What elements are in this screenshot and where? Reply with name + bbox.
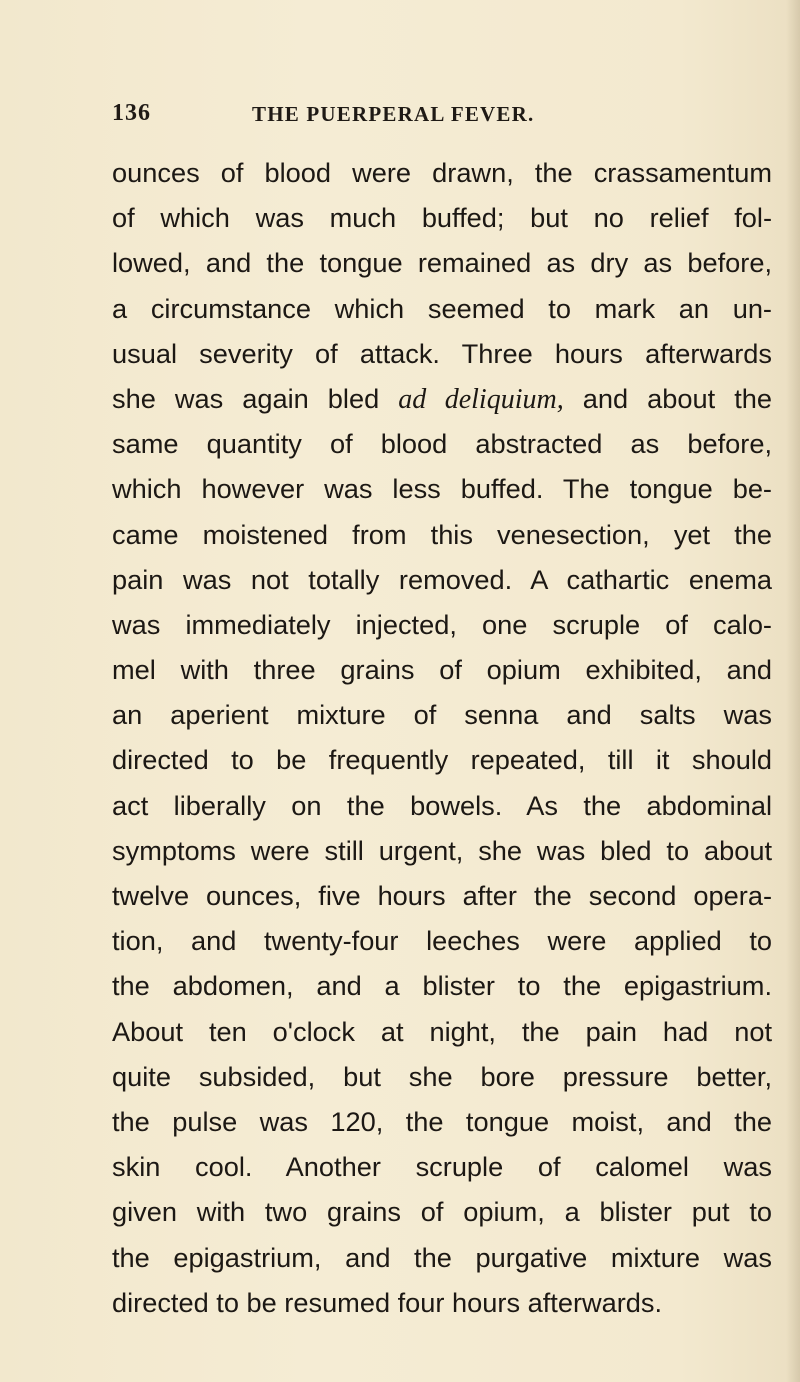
page-edge-shadow <box>786 0 800 1382</box>
text-line: which however was less buffed. The tongue be- <box>112 473 772 505</box>
text-line: was immediately injected, one scruple of calo- <box>112 608 772 640</box>
text-line: same quantity of blood abstracted as before, <box>112 428 772 460</box>
page-header <box>112 100 752 136</box>
text-line: twelve ounces, five hours after the second opera- <box>112 880 772 911</box>
text-line: ounces of blood were drawn, the crassamentum <box>112 157 772 188</box>
text-line: the epigastrium, and the purgative mixture was <box>112 1241 772 1273</box>
text-line: the pulse was 120, the tongue moist, and the <box>112 1105 772 1137</box>
text-line: came moistened from this venesection, yet the <box>112 518 772 550</box>
text-line: tion, and twenty-four leeches were applied to <box>112 925 772 957</box>
text-line: usual severity of attack. Three hours afterwards <box>112 337 772 369</box>
text-line: skin cool. Another scruple of calomel was <box>112 1151 772 1183</box>
text-line: symptoms were still urgent, she was bled to about <box>112 834 772 866</box>
text-line: pain was not totally removed. A cathartic enema <box>112 563 772 595</box>
text-line: of which was much buffed; but no relief fol- <box>112 202 772 234</box>
body-text <box>112 150 772 1325</box>
text-line <box>112 376 772 421</box>
text-line: directed to be resumed four hours afterwards. <box>112 1286 663 1318</box>
italic-phrase: ad deliquium, <box>398 383 564 415</box>
text-line: mel with three grains of opium exhibited, and <box>112 654 772 686</box>
page-number: 136 <box>112 100 151 126</box>
text-line: quite subsided, but she bore pressure better, <box>112 1060 772 1092</box>
text-line: an aperient mixture of senna and salts was <box>112 699 772 731</box>
text-line: lowed, and the tongue remained as dry as before, <box>112 247 772 279</box>
text-run: she was again bled <box>112 382 399 414</box>
running-head: THE PUERPERAL FEVER. <box>252 102 535 126</box>
text-line: act liberally on the bowels. As the abdominal <box>112 789 772 821</box>
text-line: directed to be frequently repeated, till it should <box>112 744 772 776</box>
text-run: and about the <box>563 382 772 414</box>
text-line: a circumstance which seemed to mark an un- <box>112 292 772 324</box>
text-line: the abdomen, and a blister to the epigastrium. <box>112 970 772 1002</box>
text-line: given with two grains of opium, a blister put to <box>112 1196 772 1228</box>
text-line: About ten o'clock at night, the pain had not <box>112 1015 772 1047</box>
